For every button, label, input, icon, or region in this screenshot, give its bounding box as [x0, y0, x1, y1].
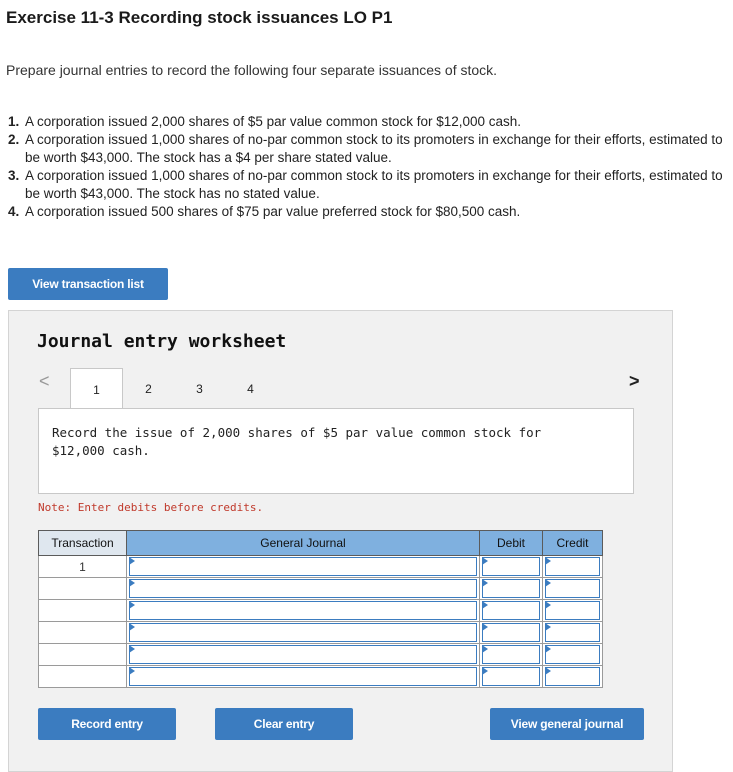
debit-cell[interactable]: [480, 622, 543, 644]
credit-input[interactable]: [545, 623, 600, 642]
debit-input[interactable]: [482, 645, 540, 664]
transaction-cell: [39, 578, 127, 600]
worksheet-title: Journal entry worksheet: [37, 331, 287, 352]
transaction-description: Record the issue of 2,000 shares of $5 par value common stock for $12,000 cash.: [52, 425, 542, 458]
dropdown-marker-icon: [482, 557, 488, 565]
account-cell[interactable]: [127, 578, 480, 600]
tab-2[interactable]: 2: [145, 381, 152, 396]
transaction-cell: [39, 666, 127, 688]
debit-input[interactable]: [482, 601, 540, 620]
credit-cell[interactable]: [543, 644, 603, 666]
list-item: [8, 203, 723, 221]
debit-header: Debit: [480, 531, 543, 556]
account-input[interactable]: [129, 601, 477, 620]
account-input[interactable]: [129, 667, 477, 686]
dropdown-marker-icon: [545, 623, 551, 631]
dropdown-marker-icon: [545, 601, 551, 609]
table-row: [39, 578, 603, 600]
debit-cell[interactable]: [480, 666, 543, 688]
transaction-header: Transaction: [39, 531, 127, 556]
credit-input[interactable]: [545, 667, 600, 686]
dropdown-marker-icon: [129, 645, 135, 653]
debit-cell[interactable]: [480, 644, 543, 666]
item-number: 2.: [8, 132, 20, 147]
credit-input[interactable]: [545, 557, 600, 576]
item-number: 1.: [8, 114, 20, 129]
next-arrow-icon[interactable]: >: [629, 371, 640, 391]
dropdown-marker-icon: [129, 667, 135, 675]
account-input[interactable]: [129, 579, 477, 598]
debit-input[interactable]: [482, 579, 540, 598]
dropdown-marker-icon: [129, 557, 135, 565]
debit-input[interactable]: [482, 667, 540, 686]
record-entry-button[interactable]: Record entry: [38, 708, 176, 740]
instructions: Prepare journal entries to record the following four separate issuances of stock.: [6, 62, 498, 78]
transaction-cell: 1: [39, 556, 127, 578]
credit-input[interactable]: [545, 579, 600, 598]
view-transaction-list-button[interactable]: View transaction list: [8, 268, 168, 300]
table-row: [39, 644, 603, 666]
list-item: [8, 167, 723, 203]
dropdown-marker-icon: [545, 579, 551, 587]
account-input[interactable]: [129, 623, 477, 642]
tab-1[interactable]: 1: [70, 368, 123, 411]
view-general-journal-button[interactable]: View general journal: [490, 708, 644, 740]
transaction-list: [8, 113, 723, 221]
list-item: [8, 131, 723, 167]
credit-header: Credit: [543, 531, 603, 556]
tab-4[interactable]: 4: [247, 381, 254, 396]
account-input[interactable]: [129, 645, 477, 664]
dropdown-marker-icon: [482, 667, 488, 675]
dropdown-marker-icon: [482, 601, 488, 609]
item-text: A corporation issued 2,000 shares of $5 par value common stock for $12,000 cash.: [25, 114, 522, 129]
credit-cell[interactable]: [543, 556, 603, 578]
transaction-cell: [39, 600, 127, 622]
debit-input[interactable]: [482, 557, 540, 576]
dropdown-marker-icon: [545, 667, 551, 675]
table-row: [39, 622, 603, 644]
table-row: [39, 666, 603, 688]
debit-cell[interactable]: [480, 600, 543, 622]
credit-cell[interactable]: [543, 578, 603, 600]
credit-cell[interactable]: [543, 600, 603, 622]
journal-entry-worksheet: [8, 310, 673, 772]
credit-cell[interactable]: [543, 622, 603, 644]
table-row: [39, 600, 603, 622]
credit-cell[interactable]: [543, 666, 603, 688]
dropdown-marker-icon: [482, 623, 488, 631]
credit-input[interactable]: [545, 645, 600, 664]
account-cell[interactable]: [127, 600, 480, 622]
worksheet-tabs: [70, 368, 276, 411]
transaction-cell: [39, 622, 127, 644]
tab-3[interactable]: 3: [196, 381, 203, 396]
table-header-row: [39, 531, 603, 556]
item-number: 3.: [8, 168, 20, 183]
item-text: A corporation issued 500 shares of $75 par value preferred stock for $80,500 cash.: [25, 204, 521, 219]
account-cell[interactable]: [127, 622, 480, 644]
dropdown-marker-icon: [129, 579, 135, 587]
account-cell[interactable]: [127, 666, 480, 688]
item-number: 4.: [8, 204, 20, 219]
clear-entry-button[interactable]: Clear entry: [215, 708, 353, 740]
debit-input[interactable]: [482, 623, 540, 642]
debit-credit-note: Note: Enter debits before credits.: [38, 501, 264, 514]
debit-cell[interactable]: [480, 556, 543, 578]
dropdown-marker-icon: [482, 579, 488, 587]
credit-input[interactable]: [545, 601, 600, 620]
item-text: A corporation issued 1,000 shares of no-par common stock to its promoters in exchange for their efforts, estimated to be worth $43,000. The stock has no stated value.: [25, 168, 723, 201]
prev-arrow-icon[interactable]: <: [39, 371, 50, 391]
exercise-title: Exercise 11-3 Recording stock issuances LO P1: [6, 8, 393, 27]
dropdown-marker-icon: [129, 601, 135, 609]
debit-cell[interactable]: [480, 578, 543, 600]
transaction-description-box: [38, 408, 634, 494]
dropdown-marker-icon: [545, 645, 551, 653]
journal-table: [38, 530, 603, 688]
account-input[interactable]: [129, 557, 477, 576]
item-text: A corporation issued 1,000 shares of no-par common stock to its promoters in exchange for their efforts, estimated to be worth $43,000. The stock has a $4 per share stated value.: [25, 132, 723, 165]
dropdown-marker-icon: [482, 645, 488, 653]
list-item: [8, 113, 723, 131]
account-cell[interactable]: [127, 556, 480, 578]
account-cell[interactable]: [127, 644, 480, 666]
dropdown-marker-icon: [129, 623, 135, 631]
transaction-cell: [39, 644, 127, 666]
dropdown-marker-icon: [545, 557, 551, 565]
table-row: [39, 556, 603, 578]
general-journal-header: General Journal: [127, 531, 480, 556]
